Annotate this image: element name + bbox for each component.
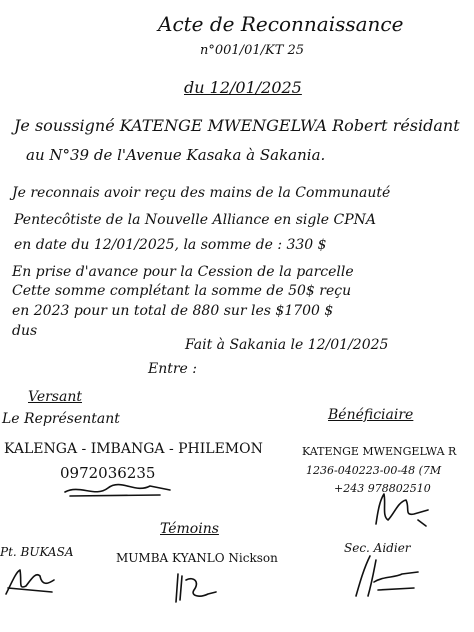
versant-name: KALENGA - IMBANGA - PHILEMON: [4, 441, 263, 457]
body-line-6: En prise d'avance pour la Cession de la parcelle: [12, 264, 354, 280]
reference-number: n°001/01/KT 25: [200, 43, 305, 58]
witness-center-signature: [172, 570, 222, 606]
document-date: du 12/01/2025: [184, 78, 302, 97]
body-line-9: dus: [12, 323, 38, 339]
beneficiaire-id-number: 1236-040223-00-48 (7M: [306, 464, 442, 477]
witness-right-signature: [344, 552, 424, 598]
between-label: Entre :: [148, 361, 198, 377]
beneficiaire-name: KATENGE MWENGELWA R: [302, 445, 457, 458]
body-line-3: Je reconnais avoir reçu des mains de la Communauté: [12, 185, 391, 201]
witness-right-name: Sec. Aidier: [344, 541, 411, 555]
body-line-2: au N°39 de l'Avenue Kasaka à Sakania.: [26, 146, 326, 164]
body-line-1: Je soussigné KATENGE MWENGELWA Robert résidant: [14, 116, 460, 135]
body-line-4: Pentecôtiste de la Nouvelle Alliance en sigle CPNA: [14, 212, 377, 228]
body-line-5: en date du 12/01/2025, la somme de : 330 $: [14, 237, 327, 253]
versant-phone: 0972036235: [60, 464, 156, 482]
witnesses-heading: Témoins: [160, 521, 219, 537]
versant-signature: [60, 478, 180, 502]
place-and-date: Fait à Sakania le 12/01/2025: [185, 337, 389, 353]
versant-heading: Versant: [28, 389, 82, 405]
body-line-8: en 2023 pour un total de 880 sur les $1700 $: [12, 303, 334, 319]
versant-role: Le Représentant: [2, 411, 120, 427]
document-title: Acte de Reconnaissance: [158, 12, 404, 36]
beneficiaire-signature: [368, 490, 438, 530]
body-line-7: Cette somme complétant la somme de 50$ reçu: [12, 283, 352, 299]
witness-center-name: MUMBA KYANLO Nickson: [116, 551, 278, 565]
beneficiaire-heading: Bénéficiaire: [328, 407, 414, 423]
witness-left-signature: [2, 564, 62, 600]
beneficiaire-phone: +243 978802510: [334, 482, 431, 495]
witness-left-name: Pt. BUKASA: [0, 545, 74, 559]
